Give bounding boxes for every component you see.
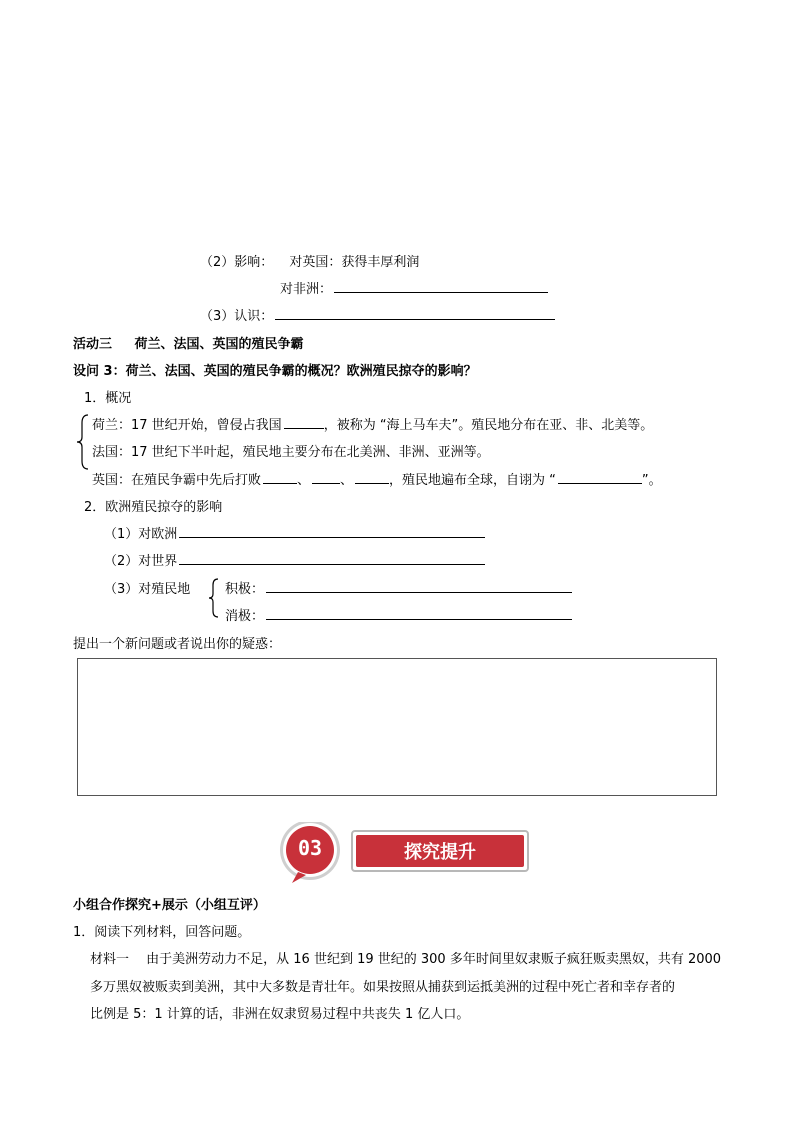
britain-text-c: ”。 xyxy=(641,473,662,488)
activity3-question: 设问 3：荷兰、法国、英国的殖民争霸的概况？欧洲殖民掠夺的影响？ xyxy=(73,364,477,379)
netherlands-text-b: ，被称为 “海上马车夫”。殖民地分布在亚、非、北美等。 xyxy=(323,418,654,433)
netherlands-text-a: 荷兰：17 世纪开始，曾侵占我国 xyxy=(92,418,282,433)
britain-sep-2: 、 xyxy=(340,473,354,488)
britain-row xyxy=(92,469,662,488)
new-question-answer-box[interactable] xyxy=(77,658,717,796)
britain-text-a: 英国：在殖民争霸中先后打败 xyxy=(92,473,262,488)
to-world-blank[interactable] xyxy=(179,550,485,565)
material1-line1: 材料一 由于美洲劳动力不足，从 16 世纪到 19 世纪的 300 多年时间里奴隶贩子疯狂贩卖黑奴，共有 2000 xyxy=(90,952,722,967)
impact-row-britain xyxy=(200,251,419,270)
britain-blank-3[interactable] xyxy=(355,469,389,484)
impact-label: （2）影响： xyxy=(200,255,274,270)
impact-africa-label: 对非洲： xyxy=(280,282,333,297)
overview-brace xyxy=(76,413,90,471)
colony-brace xyxy=(208,577,220,619)
group-item1: 1．阅读下列材料，回答问题。 xyxy=(73,925,251,940)
section-number: 03 xyxy=(297,836,323,860)
to-world-row xyxy=(104,550,485,569)
britain-blank-1[interactable] xyxy=(263,469,297,484)
to-world-label: （2）对世界 xyxy=(104,554,178,569)
to-europe-row xyxy=(104,523,485,542)
positive-blank[interactable] xyxy=(266,578,572,593)
to-europe-blank[interactable] xyxy=(179,523,485,538)
britain-blank-2[interactable] xyxy=(312,469,340,484)
negative-row xyxy=(225,605,572,624)
positive-row xyxy=(225,578,572,597)
netherlands-row xyxy=(92,414,653,433)
recognition-blank[interactable] xyxy=(275,305,555,320)
france-row: 法国：17 世纪下半叶起，殖民地主要分布在北美洲、非洲、亚洲等。 xyxy=(92,445,490,460)
overview-label: 1．概况 xyxy=(84,391,132,406)
britain-sep-1: 、 xyxy=(297,473,311,488)
britain-text-b: ，殖民地遍布全球，自诩为 “ xyxy=(389,473,556,488)
impact2-label: 2．欧洲殖民掠夺的影响 xyxy=(84,500,223,515)
material1-line3: 比例是 5：1 计算的话，非洲在奴隶贸易过程中共丧失 1 亿人口。 xyxy=(90,1007,470,1022)
netherlands-blank[interactable] xyxy=(284,414,324,429)
material1-line2: 多万黑奴被贩卖到美洲，其中大多数是青壮年。如果按照从捕获到运抵美洲的过程中死亡者和幸存者的 xyxy=(90,980,676,995)
impact-row-africa xyxy=(280,278,548,297)
negative-label: 消极： xyxy=(225,609,265,624)
to-europe-label: （1）对欧洲 xyxy=(104,527,178,542)
recognition-label: （3）认识： xyxy=(200,309,274,324)
britain-blank-4[interactable] xyxy=(558,469,642,484)
activity3-heading xyxy=(73,333,304,352)
positive-label: 积极： xyxy=(225,582,265,597)
section-title: 探究提升 xyxy=(404,842,476,863)
activity3-subtitle: 荷兰、法国、英国的殖民争霸 xyxy=(134,337,304,352)
impact-africa-blank[interactable] xyxy=(334,278,548,293)
new-question-prompt: 提出一个新问题或者说出你的疑惑： xyxy=(73,637,282,652)
group-title: 小组合作探究+展示（小组互评） xyxy=(73,898,266,913)
negative-blank[interactable] xyxy=(266,605,572,620)
activity3-title: 活动三 xyxy=(73,337,113,352)
impact-britain: 对英国：获得丰厚利润 xyxy=(289,255,420,270)
recognition-row xyxy=(200,305,555,324)
to-colony-label: （3）对殖民地 xyxy=(104,582,191,597)
